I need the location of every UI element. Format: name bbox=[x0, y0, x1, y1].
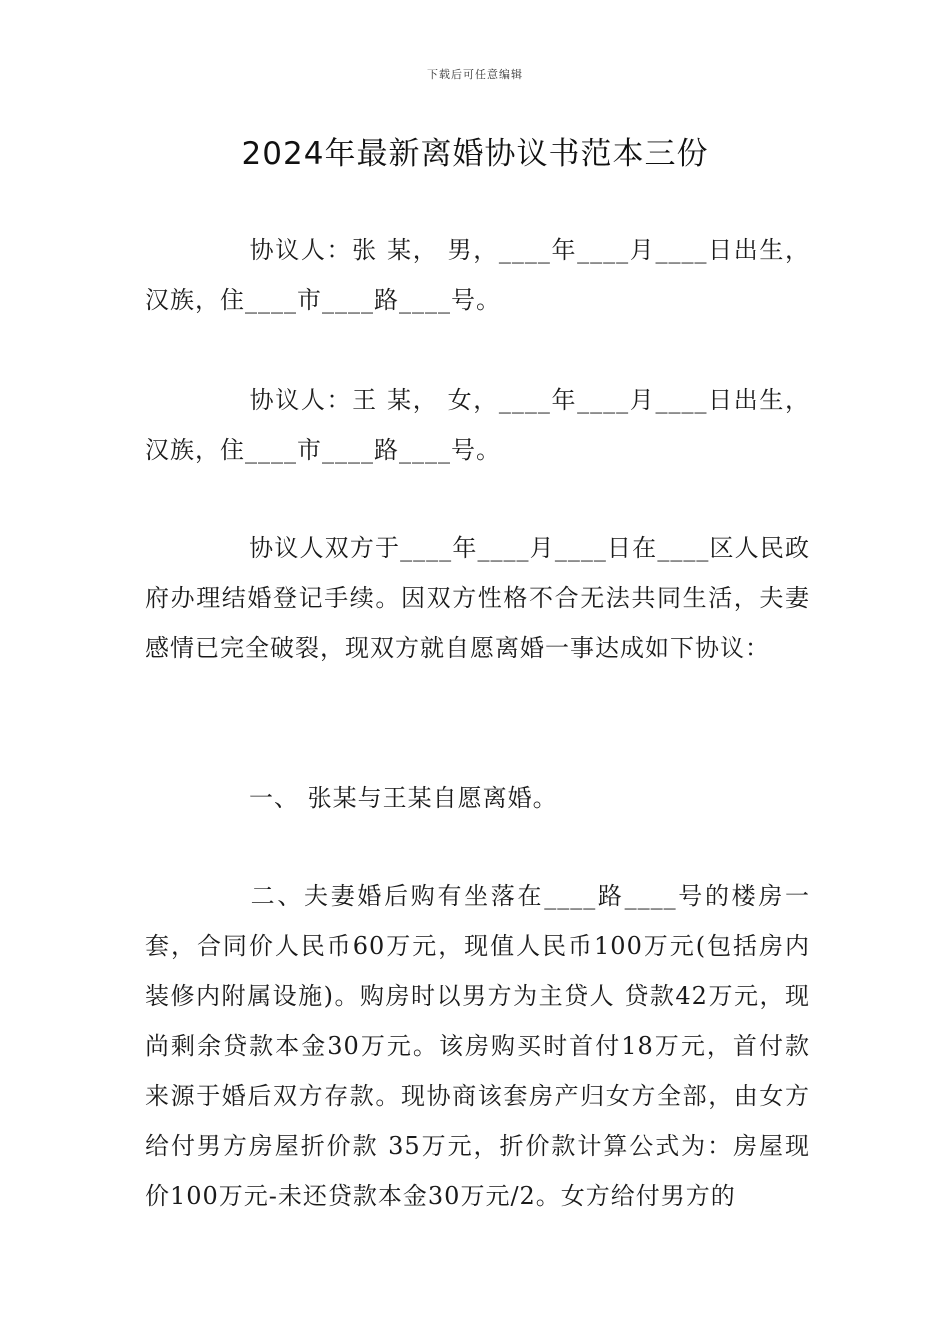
paragraph-party-2 bbox=[145, 375, 810, 475]
paragraph-text: 二、夫妻婚后购有坐落在____路____号的楼房一套，合同价人民币60万元，现值人民币100万元(包括房内装修内附属设施)。购房时以男方为主贷人 贷款42万元，现尚剩余贷款本金30万元。该房购买时首付18万元，首付款来源于婚后双方存款。现协商该套房产归女方全部，由女方给付男方房屋折价款 35万元，折价款计算公式为：房屋现价100万元-未还贷款本金30万元/2。女方给付男方的 bbox=[145, 882, 810, 1210]
paragraph-text: 协议人双方于____年____月____日在____区人民政府办理结婚登记手续。因双方性格不合无法共同生活，夫妻感情已完全破裂，现双方就自愿离婚一事达成如下协议： bbox=[145, 534, 810, 662]
paragraph-text: 一、 张某与王某自愿离婚。 bbox=[249, 784, 558, 812]
paragraph-text: 协议人：张 某， 男，____年____月____日出生，汉族，住____市____路____号。 bbox=[145, 236, 810, 314]
paragraph-clause-1 bbox=[145, 773, 810, 823]
paragraph-marriage-background bbox=[145, 523, 810, 673]
paragraph-clause-2 bbox=[145, 871, 810, 1221]
header-note: 下载后可任意编辑 bbox=[427, 68, 523, 81]
paragraph-party-1 bbox=[145, 225, 810, 325]
paragraph-text: 协议人：王 某， 女，____年____月____日出生，汉族，住____市____路____号。 bbox=[145, 386, 810, 464]
document-title: 2024年最新离婚协议书范本三份 bbox=[241, 136, 709, 172]
